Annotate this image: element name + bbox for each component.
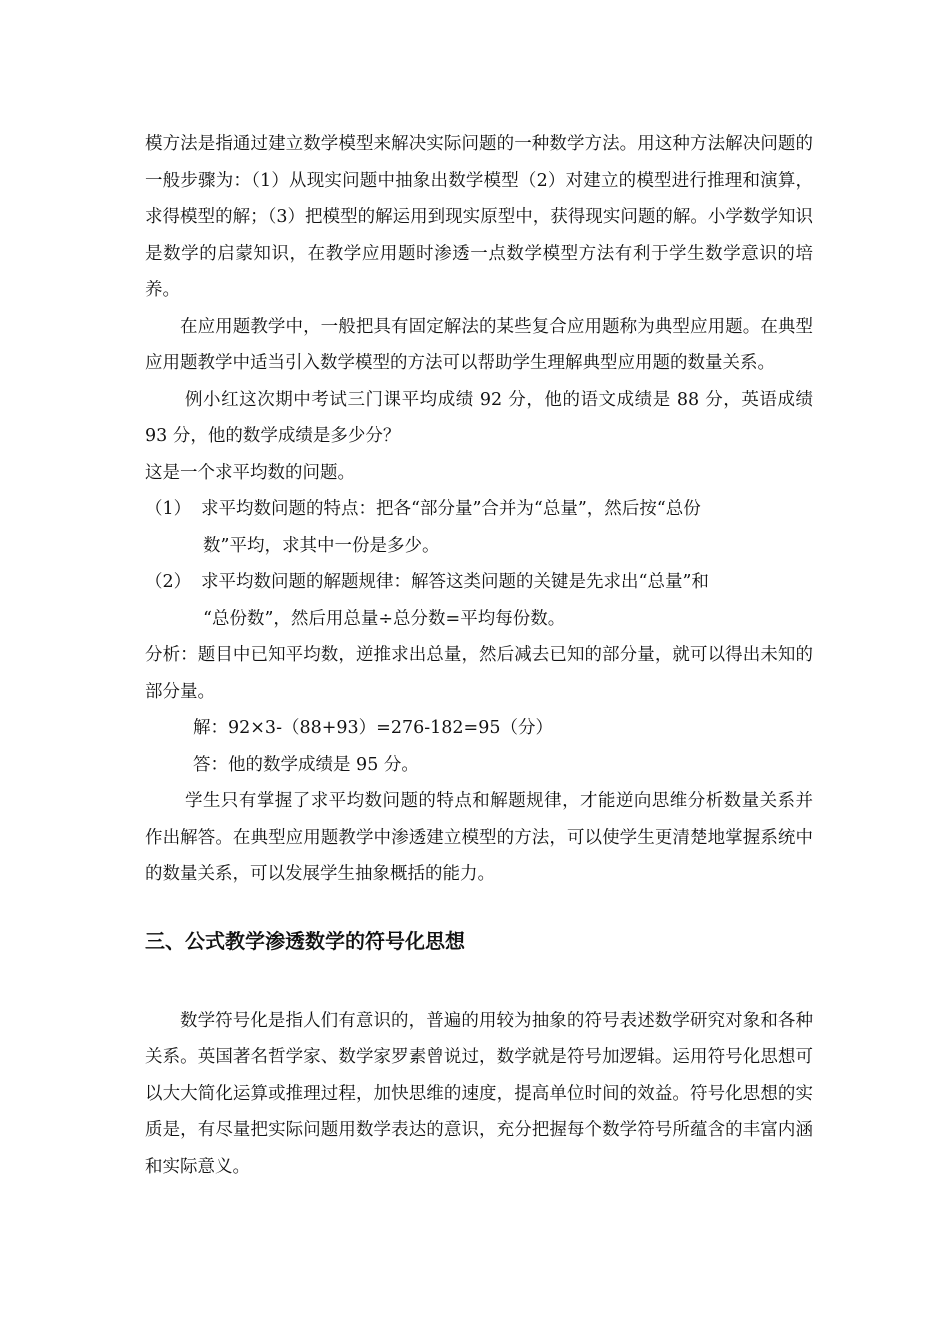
- list-item: [145, 564, 813, 637]
- list-item: [145, 491, 813, 564]
- list-text: [201, 491, 813, 564]
- list-line: 求平均数问题的特点：把各“部分量”合并为“总量”，然后按“总份: [201, 499, 701, 519]
- list-number: （1）: [145, 499, 192, 519]
- list-line: 数”平均，求其中一份是多少。: [203, 535, 440, 556]
- paragraph-analysis: 分析：题目中已知平均数，逆推求出总量，然后减去已知的部分量，就可以得出未知的部分量。: [145, 645, 813, 702]
- paragraph-typical-problems: 在应用题教学中，一般把具有固定解法的某些复合应用题称为典型应用题。在典型应用题教学中适当引入数学模型的方法可以帮助学生理解典型应用题的数量关系。: [145, 316, 813, 373]
- paragraph-model-method: 模方法是指通过建立数学模型来解决实际问题的一种数学方法。用这种方法解决问题的一般步骤为：（1）从现实问题中抽象出数学模型（2）对建立的模型进行推理和演算，求得模型的解；（3）把模型的解运用到现实原型中，获得现实问题的解。小学数学知识是数学的启蒙知识，在教学应用题时渗透一点数学模型方法有利于学生数学意识的培养。: [145, 134, 813, 300]
- paragraph-average-problem: 这是一个求平均数的问题。: [145, 462, 355, 483]
- paragraph-conclusion: 学生只有掌握了求平均数问题的特点和解题规律，才能逆向思维分析数量关系并作出解答。在典型应用题教学中渗透建立模型的方法，可以使学生更清楚地掌握系统中的数量关系，可以发展学生抽象概括的能力。: [145, 791, 813, 884]
- list-number: （2）: [145, 572, 192, 592]
- document-body: [145, 126, 813, 1185]
- section-heading: 三、公式教学渗透数学的符号化思想: [145, 928, 465, 953]
- paragraph-symbolization: 数学符号化是指人们有意识的，普遍的用较为抽象的符号表述数学研究对象和各种关系。英国著名哲学家、数学家罗素曾说过，数学就是符号加逻辑。运用符号化思想可以大大简化运算或推理过程，加快思维的速度，提高单位时间的效益。符号化思想的实质是，有尽量把实际问题用数学表达的意识，充分把握每个数学符号所蕴含的丰富内涵和实际意义。: [145, 1010, 813, 1177]
- list-text: [201, 564, 813, 637]
- solution-line: 解：92×3-（88+93）=276-182=95（分）: [193, 718, 553, 738]
- list-line: “总份数”，然后用总量÷总分数=平均每份数。: [203, 608, 566, 629]
- paragraph-example: 例小红这次期中考试三门课平均成绩 92 分，他的语文成绩是 88 分，英语成绩 93 分，他的数学成绩是多少分？: [145, 389, 813, 446]
- list-line: 求平均数问题的解题规律：解答这类问题的关键是先求出“总量”和: [201, 572, 709, 592]
- answer-line: 答：他的数学成绩是 95 分。: [193, 754, 419, 775]
